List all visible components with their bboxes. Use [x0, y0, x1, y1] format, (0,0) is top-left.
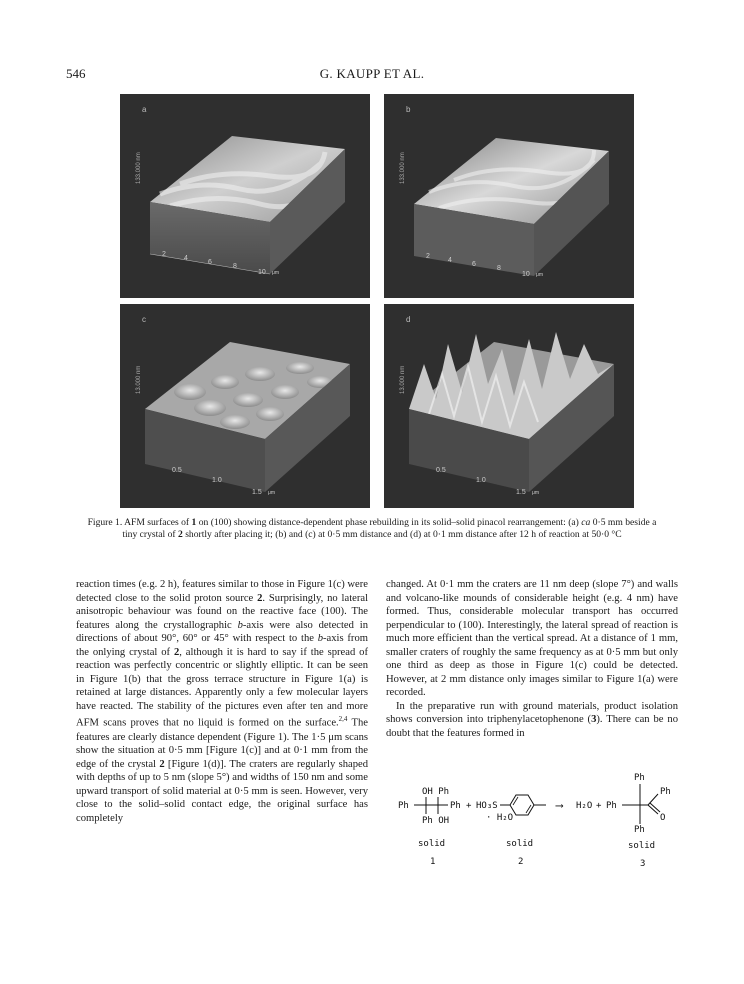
ketone-substituent-left: Ph [606, 801, 617, 811]
ketone-substituent-right: Ph [660, 787, 671, 797]
page-header [66, 66, 678, 82]
tick-label: 1.5 [252, 489, 262, 496]
ketone-substituent-top: Ph [634, 773, 645, 783]
z-axis-label: 13.000 nm [400, 365, 406, 394]
axis-unit: μm [536, 272, 544, 278]
tick-label: 8 [497, 265, 501, 272]
pinacol-substituents-top: OH Ph [422, 787, 450, 797]
afm-panel-b [384, 94, 634, 298]
body-column-right [386, 578, 678, 741]
pinacol-substituent-right: Ph [450, 801, 461, 811]
hydrate-label: · H₂O [486, 813, 514, 823]
panel-label: a [142, 105, 147, 114]
tick-label: 6 [208, 259, 212, 266]
afm-panel-c [120, 304, 370, 508]
paragraph: In the preparative run with ground materials, product isolation shows conversion into triphenylacetophenone (3). There can be no doubt that the features formed in [386, 700, 678, 740]
figure-caption: Figure 1. AFM surfaces of 1 on (100) showing distance-dependent phase rebuilding in its solid–solid pinacol rearrangement: (a) ca 0·5 mm beside a tiny crystal of 2 shortly after placing it; (b) and (c) at 0·5 mm distance and (d) at 0·1 mm distance after 12 h of reaction at 50·0 °C [87, 517, 657, 541]
paragraph: changed. At 0·1 mm the craters are 11 nm deep (slope 7°) and walls and volcano-like mounds of considerable height (e.g. 4 nm) have formed. Thus, considerable molecular transport has occurred perpendicular to (100). Interestingly, the lateral spread of reaction is much more efficient than the vertical spread. At a distance of 1 mm, smaller craters of roughly the same frequency as at 0·5 mm but only one third as deep as those in Figure 1(c) could be detected. However, at 2 mm distance only images similar to Figure 1(a) were recorded. [386, 579, 678, 699]
tick-label: 0.5 [172, 467, 182, 474]
compound-number: 1 [430, 857, 436, 867]
carbonyl-oxygen: O [660, 813, 666, 823]
tick-label: 6 [472, 261, 476, 268]
tick-label: 1.0 [476, 477, 486, 484]
tick-label: 1.5 [516, 489, 526, 496]
panel-label: d [406, 315, 411, 324]
running-head: G. KAUPP ET AL. [319, 66, 425, 81]
reaction-scheme [396, 764, 686, 884]
reaction-arrow: ⟶ [556, 799, 563, 812]
tick-label: 2 [162, 251, 166, 258]
tick-label: 10 [258, 269, 266, 276]
tick-label: 0.5 [436, 467, 446, 474]
pinacol-substituents-bottom: Ph OH [422, 816, 450, 826]
axis-unit: μm [532, 490, 540, 496]
state-label: solid [506, 839, 534, 849]
z-axis-label: 133.000 nm [136, 152, 142, 184]
tick-label: 8 [233, 263, 237, 270]
panel-label: b [406, 105, 411, 114]
tick-label: 4 [184, 255, 188, 262]
axis-unit: μm [268, 490, 276, 496]
panel-label: c [142, 315, 146, 324]
tick-label: 4 [448, 257, 452, 264]
body-column-left [76, 578, 368, 825]
tick-label: 1.0 [212, 477, 222, 484]
pinacol-substituent-left: Ph [398, 801, 409, 811]
citation: 2,4 [338, 715, 348, 724]
state-label: solid [418, 839, 446, 849]
plus-sign: + [596, 801, 602, 811]
afm-panel-d [384, 304, 634, 508]
sulfonic-acid-group: HO₃S [476, 801, 498, 811]
compound-number: 2 [518, 857, 524, 867]
z-axis-label: 133.000 nm [400, 152, 406, 184]
paragraph: reaction times (e.g. 2 h), features similar to those in Figure 1(c) were detected close to the solid proton source 2. Surprisingly, no lateral anisotropic behaviour was found on the reactive face (100). The features along the crystallographic b-axis were also detected in directions of about 90°, 60° or 45° with respect to the b-axis from the onlying crystal of 2, although it is hard to say if the spread of reaction was perfectly concentric or slightly elliptic. It can be seen in Figure 1(b) that the gross terrace structure in Figure 1(a) is retained at large distances. Apparently only a few molecular layers have reacted. The stability of the pictures even after ten and more AFM scans proves that no liquid is formed on the surface.$^{2,4}$ The features are clearly distance dependent (Figure 1). The 1·5 μm scans show the situation at 0·5 mm [Figure 1(c)] and at 0·1 mm from the edge of the crystal 2 [Figure 1(d)]. The craters are regularly shaped with depths of up to 5 nm (slope 5°) and widths of 150 nm and some upward transport of solid material at 0·5 mm is seen. However, very close to the solid–solid contact edge, the original surface has completely [76, 579, 369, 824]
tick-label: 2 [426, 253, 430, 260]
axis-unit: μm [272, 270, 280, 276]
page-number: 546 [66, 66, 86, 81]
ketone-substituent-bottom: Ph [634, 825, 645, 835]
water-product: H₂O [576, 801, 593, 811]
plus-sign: + [466, 801, 472, 811]
compound-number: 3 [640, 859, 646, 869]
state-label: solid [628, 841, 656, 851]
z-axis-label: 13.000 nm [136, 365, 142, 394]
tick-label: 10 [522, 271, 530, 278]
afm-panel-a [120, 94, 370, 298]
